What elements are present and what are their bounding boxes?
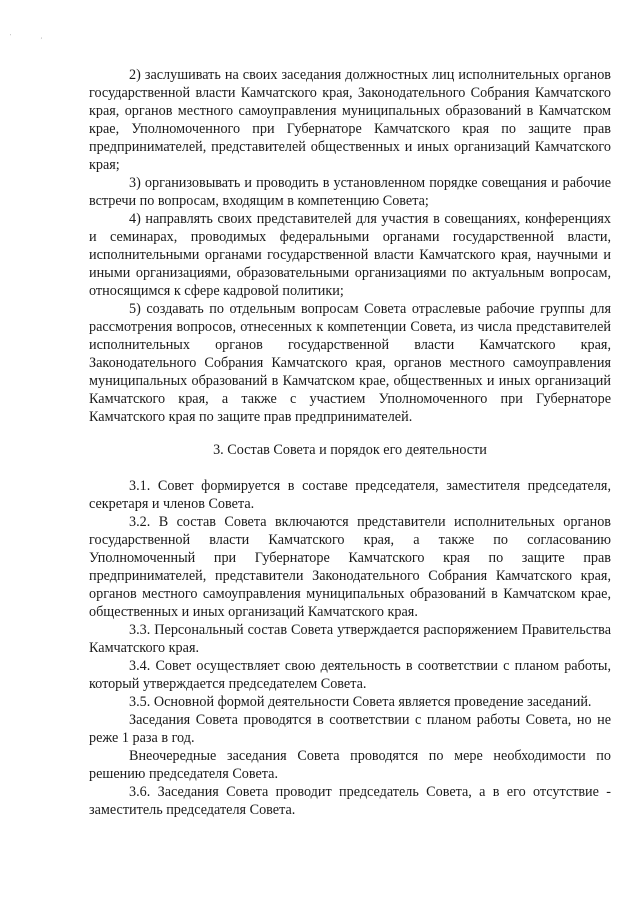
clause-3-4: 3.4. Совет осуществляет свою деятельность в соответствии с планом работы, который утверждается председателем Совета. (89, 658, 611, 692)
clause-3-5-extraordinary-meetings: Внеочередные заседания Совета проводятся по мере необходимости по решению председателя Совета. (89, 748, 611, 782)
section-heading: 3. Состав Совета и порядок его деятельности (213, 442, 487, 458)
paragraph-2-hear-officials: 2) заслушивать на своих заседания должностных лиц исполнительных органов государственной власти Камчатского края, Законодательного Собрания Камчатского края, органов местного самоуправления муниципальных образований в Камчатском крае, Уполномоченного при Губернаторе Камчатского края по защите прав предпринимателей, представителей общественных и иных организаций Камчатского края; (89, 67, 611, 173)
paragraph-4-send-representatives: 4) направлять своих представителей для участия в совещаниях, конференциях и семинарах, проводимых федеральными органами государственной власти, исполнительными органами государственной власти Камчатского края, научными и иными организациями, образовательными организациями по актуальным вопросам, относящимся к сфере кадровой политики; (89, 211, 611, 299)
paragraph-5-create-working-groups: 5) создавать по отдельным вопросам Совета отраслевые рабочие группы для рассмотрения вопросов, отнесенных к компетенции Совета, из числа представителей исполнительных органов государственной власти Камчатского края, Законодательного Собрания Камчатского края, органов местного самоуправления муниципальных образований в Камчатском крае, общественных и иных организаций Камчатского края, а также с участием Уполномоченного при Губернаторе Камчатского края по защите прав предпринимателей. (89, 301, 611, 425)
document-page (89, 66, 611, 819)
clause-3-3: 3.3. Персональный состав Совета утверждается распоряжением Правительства Камчатского края. (89, 622, 611, 656)
clause-3-5: 3.5. Основной формой деятельности Совета является проведение заседаний. (129, 694, 592, 710)
clause-3-1: 3.1. Совет формируется в составе председателя, заместителя председателя, секретаря и членов Совета. (89, 478, 611, 512)
clause-3-2: 3.2. В состав Совета включаются представители исполнительных органов государственной власти Камчатского края, а также по согласованию Уполномоченный при Губернаторе Камчатского края по защите прав предпринимателей, представители Законодательного Собрания Камчатского края, органов местного самоуправления муниципальных образований в Камчатском крае, общественных и иных организаций Камчатского края. (89, 514, 611, 620)
clause-3-5-regular-meetings: Заседания Совета проводятся в соответствии с планом работы Совета, но не реже 1 раза в год. (89, 712, 611, 746)
clause-3-6: 3.6. Заседания Совета проводит председатель Совета, а в его отсутствие - заместитель председателя Совета. (89, 784, 611, 818)
scan-corner-marks: ' , (10, 34, 57, 40)
paragraph-3-organize-meetings: 3) организовывать и проводить в установленном порядке совещания и рабочие встречи по вопросам, входящим в компетенцию Совета; (89, 175, 611, 209)
